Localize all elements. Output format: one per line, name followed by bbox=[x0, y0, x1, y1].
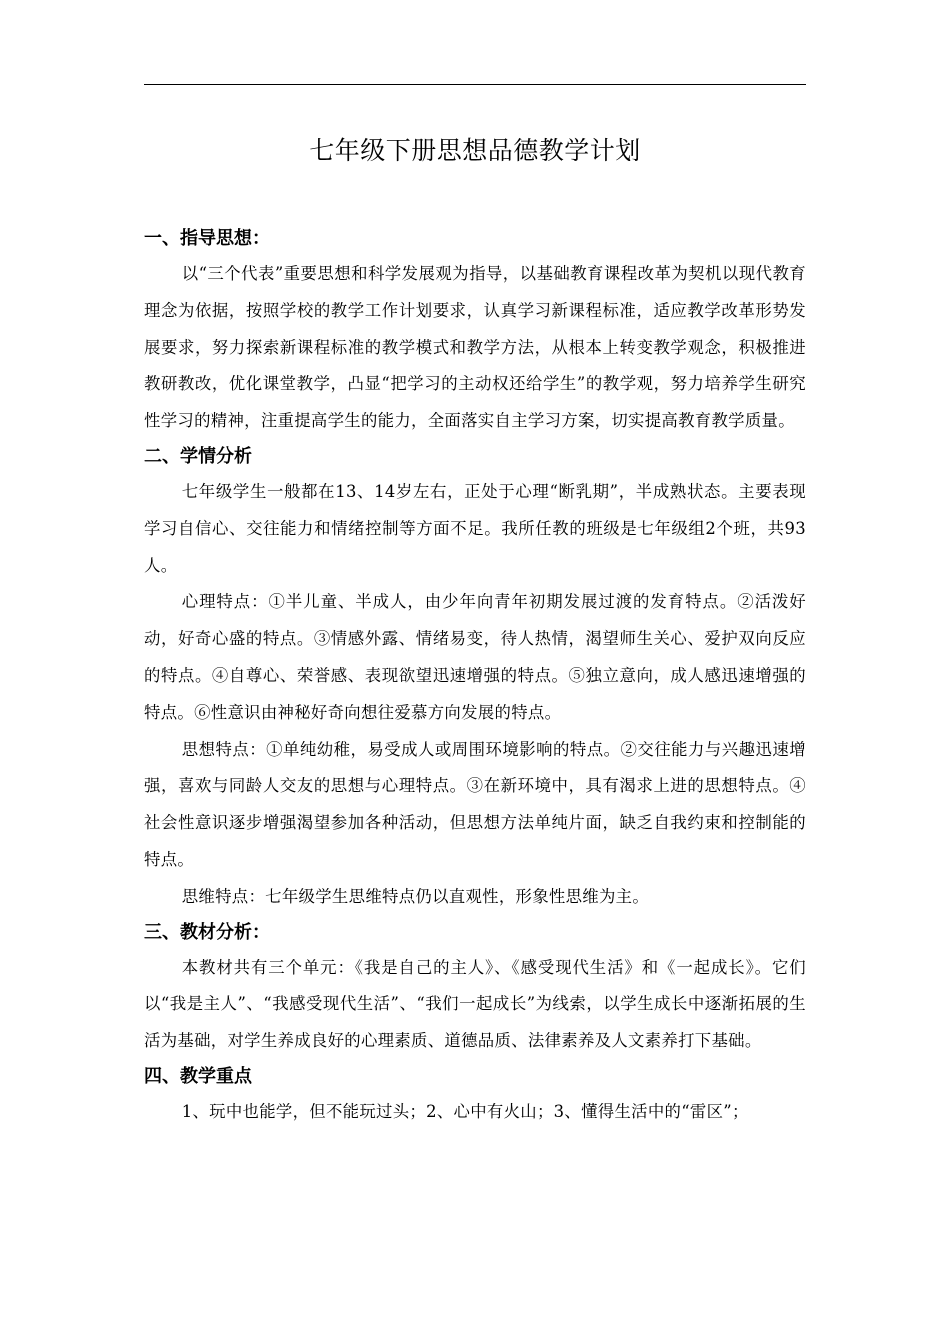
section-heading: 三、教材分析： bbox=[144, 921, 270, 943]
section-teaching-focus bbox=[144, 1060, 806, 1131]
paragraph: 七年级学生一般都在13、14岁左右，正处于心理“断乳期”，半成熟状态。主要表现学习自信心、交往能力和情绪控制等方面不足。我所任教的班级是七年级组2个班，共93人。 bbox=[144, 481, 806, 575]
section-textbook-analysis bbox=[144, 916, 806, 1060]
paragraph: 本教材共有三个单元：《我是自己的主人》、《感受现代生活》和《一起成长》。它们以“我是主人”、“我感受现代生活”、“我们一起成长”为线索，以学生成长中逐渐拓展的生活为基础，对学生养成良好的心理素质、道德品质、法律素养及人文素养打下基础。 bbox=[144, 957, 806, 1051]
paragraph: 以“三个代表”重要思想和科学发展观为指导，以基础教育课程改革为契机以现代教育理念为依据，按照学校的教学工作计划要求，认真学习新课程标准，适应教学改革形势发展要求，努力探索新课程标准的教学模式和教学方法，从根本上转变教学观念，积极推进教研教改，优化课堂教学，凸显“把学习的主动权还给学生”的教学观，努力培养学生研究性学习的精神，注重提高学生的能力，全面落实自主学习方案，切实提高教育教学质量。 bbox=[144, 264, 806, 431]
section-student-analysis bbox=[144, 440, 806, 916]
header-rule bbox=[144, 84, 806, 85]
paragraph: 1、玩中也能学，但不能玩过头；2、心中有火山；3、懂得生活中的“雷区”； bbox=[181, 1101, 749, 1121]
paragraph: 思维特点：七年级学生思维特点仍以直观性，形象性思维为主。 bbox=[181, 886, 650, 906]
section-heading: 一、指导思想： bbox=[144, 228, 270, 249]
paragraph: 思想特点：①单纯幼稚，易受成人或周围环境影响的特点。②交往能力与兴趣迅速增强，喜欢与同龄人交友的思想与心理特点。③在新环境中，具有渴求上进的思想特点。④社会性意识逐步增强渴望参加各种活动，但思想方法单纯片面，缺乏自我约束和控制能的特点。 bbox=[144, 739, 806, 869]
section-guiding-ideology bbox=[144, 222, 806, 440]
paragraph: 心理特点：①半儿童、半成人，由少年向青年初期发展过渡的发育特点。②活泼好动，好奇心盛的特点。③情感外露、情绪易变，待人热情，渴望师生关心、爱护双向反应的特点。④自尊心、荣誉感、表现欲望迅速增强的特点。⑤独立意向，成人感迅速增强的特点。⑥性意识由神秘好奇向想往爱慕方向发展的特点。 bbox=[144, 592, 806, 722]
section-heading: 二、学情分析 bbox=[144, 445, 252, 467]
document-body bbox=[144, 222, 806, 1131]
page-title: 七年级下册思想品德教学计划 bbox=[309, 136, 641, 165]
section-heading: 四、教学重点 bbox=[144, 1065, 252, 1087]
